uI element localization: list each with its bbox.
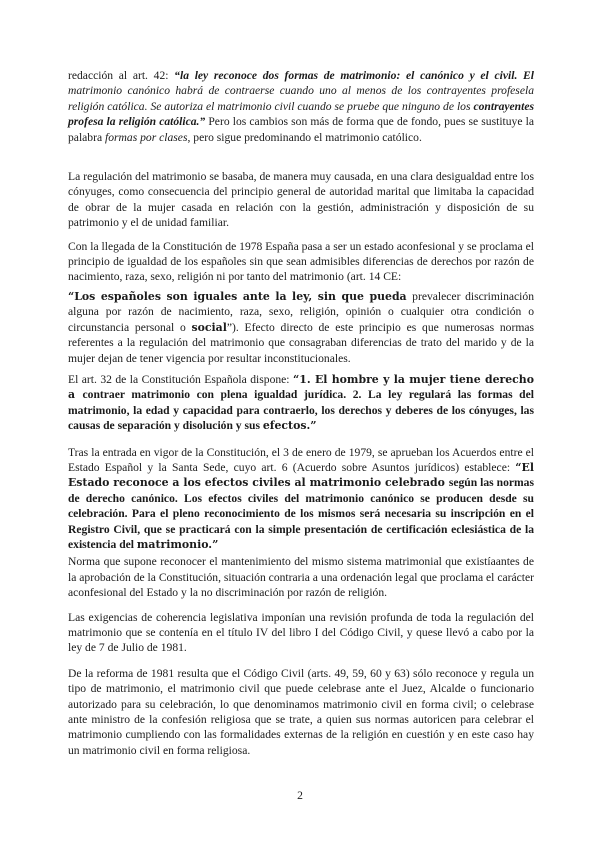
- text-segment: efectos.”: [262, 419, 317, 433]
- paragraph: [68, 666, 534, 758]
- text-segment: , pero sigue predominando el matrimonio católico.: [187, 130, 422, 144]
- text-segment: Tras la entrada en vigor de la Constitución, el 3 de enero de 1979, se aprueban los Acuerdos entre el Estado Español y la Santa Sede, cuyo art. 6 (Acuerdo sobre Asuntos jurídicos) establece:: [68, 445, 534, 474]
- text-segment: De la reforma de 1981 resulta que el Código Civil (arts. 49, 59, 60 y 63) sólo reconoce y regula un tipo de matrimonio, el matrimonio civil que puede celebrase ante el Juez, Alcalde o funcionario autorizado para su celebración, lo que denominamos matrimonio civil en forma civil; o celebrase ante ministro de la confesión religiosa que se trate, a quien sus normas autoricen para celebrar el matrimonio cumpliendo con las formalidades externas de la religión en cuestión y en este caso hay un matrimonio civil en forma religiosa.: [68, 666, 534, 757]
- paragraph: [68, 239, 534, 285]
- text-segment: Con la llegada de la Constitución de 1978 España pasa a ser un estado aconfesional y se proclama el principio de igualdad de los españoles sin que sean admisibles diferencias de derechos por razón de nacimiento, raza, sexo, religión ni por tanto del matrimonio (art. 14 CE:: [68, 239, 534, 284]
- text-segment: Pero los cambios son más de forma que de fondo, pues se sustituye la palabra: [68, 115, 534, 144]
- text-segment: redacción al art. 42:: [68, 69, 175, 82]
- text-segment: “la ley reconoce dos formas de matrimonio: el canónico y el civil. El: [174, 69, 534, 82]
- text-segment: “1. El hombre y la mujer tiene derecho a: [68, 372, 534, 402]
- page-number: 2: [297, 789, 303, 803]
- text-segment: contraer matrimonio con plena igualdad jurídica. 2. La ley regulará las formas del matrimonio, la edad y capacidad para contraerlo, los derechos y deberes de los cónyuges, las causas de separación y disolución y sus: [68, 388, 534, 433]
- paragraph: [68, 610, 534, 656]
- text-segment: según las normas de derecho canónico. Los efectos civiles del matrimonio canónico se producen desde su celebración. Para el pleno reconocimiento de los mismos será necesaria su inscripción en el Registro Civil, que se practicará con la simple presentación de certificación eclesiástica de la existencia del: [68, 476, 534, 551]
- paragraph: [68, 289, 534, 366]
- paragraph: [68, 554, 534, 600]
- text-segment: Norma que supone reconocer el mantenimiento del mismo sistema matrimonial que existíaantes de la aprobación de la Constitución, situación contraria a una ordenación legal que proclama el carácter aconfesional del Estado y la no discriminación por razón de religión.: [68, 555, 534, 600]
- text-segment: Las exigencias de coherencia legislativa imponían una revisión profunda de toda la regulación del matrimonio que se contenía en el título IV del libro I del Código Civil, y quese llevó a cabo por la ley de 7 de Julio de 1981.: [68, 610, 534, 655]
- paragraph: [68, 169, 534, 231]
- paragraph: [68, 372, 534, 434]
- text-segment: matrimonio.”: [136, 537, 219, 551]
- text-segment: matrimonio canónico habrá de contraerse cuando uno al menos de los contrayentes profesela religión católica. Se autoriza el matrimonio civil cuando se pruebe que ninguno de los: [68, 84, 534, 113]
- text-segment: contrayentes profesa la religión católica.”: [68, 99, 534, 129]
- paragraph: [68, 68, 534, 145]
- text-segment: La regulación del matrimonio se basaba, de manera muy causada, en una clara desigualdad entre los cónyuges, como consecuencia del principio general de autoridad marital que limitaba la capacidad de obrar de la mujer casada en relación con la gestión, administración y disposición de su patrimonio y el de unidad familiar.: [68, 170, 534, 230]
- text-segment: formas por clases: [105, 130, 188, 144]
- text-segment: El art. 32 de la Constitución Española dispone:: [68, 372, 293, 386]
- text-segment: ”). Efecto directo de este principio es que numerosas normas referentes a la regulación del matrimonio que consagraban diferencias de trato del marido y de la mujer dejan de tener vigencia por resultar inconstitucionales.: [68, 320, 534, 365]
- text-segment: social: [191, 320, 227, 334]
- paragraph: [68, 445, 534, 553]
- text-segment: prevalecer discriminación alguna por razón de nacimiento, raza, sexo, religión, opinión o cualquier otra condición o circunstancia personal o: [68, 289, 534, 334]
- text-segment: “El Estado reconoce a los efectos civiles al matrimonio celebrado: [68, 460, 534, 490]
- text-segment: “Los españoles son iguales ante la ley, sin que pueda: [68, 289, 413, 303]
